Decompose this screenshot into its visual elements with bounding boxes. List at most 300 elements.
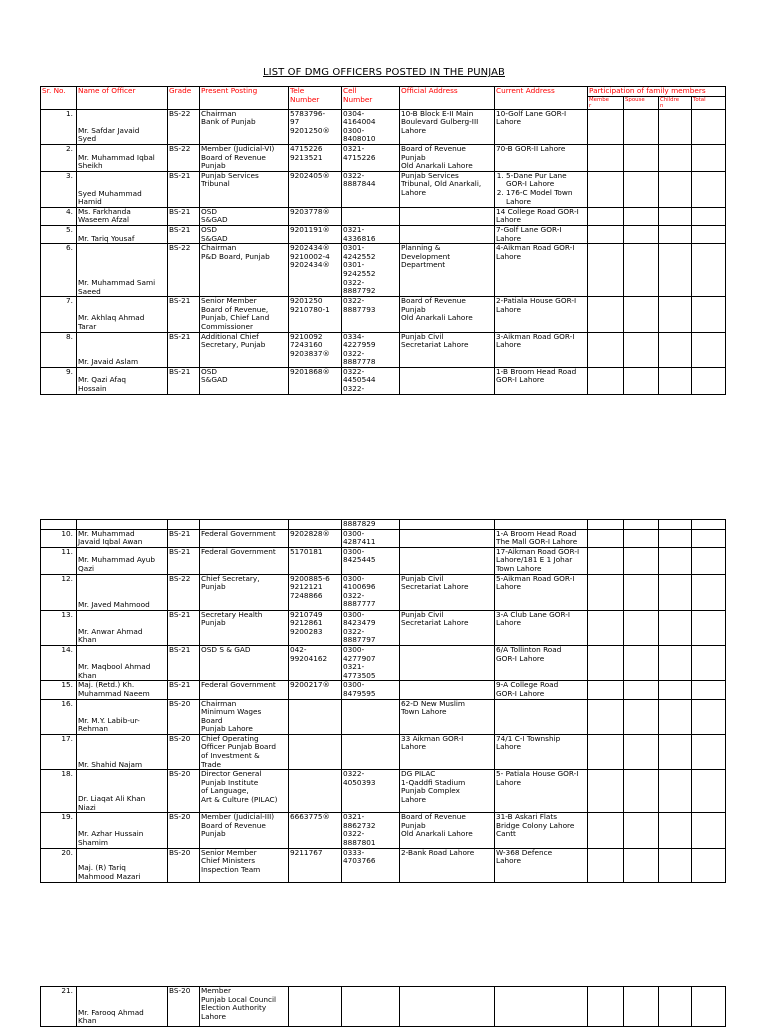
header-sr-no: Sr. No. xyxy=(41,87,77,110)
participation-spouse-cell xyxy=(624,529,659,547)
cell-number-cell xyxy=(342,699,400,734)
sr-no-cell: 15. xyxy=(41,681,77,699)
current-address-cell: 14 College Road GOR-I Lahore xyxy=(495,207,588,225)
cell-number-cell: 0333- 4703766 xyxy=(342,848,400,882)
participation-total-cell xyxy=(692,207,726,225)
grade-cell: BS-20 xyxy=(168,770,200,813)
participation-member-cell xyxy=(588,367,624,394)
participation-children-cell xyxy=(659,244,692,297)
official-address-cell xyxy=(400,547,495,574)
grade-cell: BS-21 xyxy=(168,645,200,680)
participation-member-cell xyxy=(588,171,624,207)
table-row xyxy=(41,610,726,645)
grade-cell: BS-21 xyxy=(168,681,200,699)
header-cell: Cell Number xyxy=(342,87,400,110)
sr-no-cell: 2. xyxy=(41,144,77,171)
officer-name-cell: Mr. Javaid Aslam xyxy=(77,332,168,367)
participation-children-cell xyxy=(659,520,692,530)
table-row xyxy=(41,699,726,734)
table-row xyxy=(41,367,726,394)
participation-children-cell xyxy=(659,171,692,207)
sr-no-cell: 8. xyxy=(41,332,77,367)
header-posting: Present Posting xyxy=(200,87,289,110)
tele-number-cell: 4715226 9213521 xyxy=(289,144,342,171)
participation-children-cell xyxy=(659,681,692,699)
current-address-cell: 10-Golf Lane GOR-I Lahore xyxy=(495,109,588,144)
tele-number-cell: 042- 99204162 xyxy=(289,645,342,680)
cell-number-cell: 0321- 4336816 xyxy=(342,225,400,243)
participation-member-cell xyxy=(588,699,624,734)
officer-name-cell: Mr. Muhammad Ayub Qazi xyxy=(77,547,168,574)
official-address-cell: Board of Revenue Punjab Old Anarkali Lahore xyxy=(400,813,495,848)
participation-spouse-cell xyxy=(624,297,659,332)
present-posting-cell: Federal Government xyxy=(200,547,289,574)
sr-no-cell: 3. xyxy=(41,171,77,207)
sr-no-cell: 1. xyxy=(41,109,77,144)
officer-name-cell: Mr. Tariq Yousaf xyxy=(77,225,168,243)
official-address-cell: Punjab Civil Secretariat Lahore xyxy=(400,574,495,610)
participation-spouse-cell xyxy=(624,207,659,225)
table-row xyxy=(41,813,726,848)
participation-spouse-cell xyxy=(624,645,659,680)
cell-number-cell: 0300- 8479595 xyxy=(342,681,400,699)
official-address-cell xyxy=(400,529,495,547)
sr-no-cell: 4. xyxy=(41,207,77,225)
current-address-cell: 7-Golf Lane GOR-I Lahore xyxy=(495,225,588,243)
cell-number-cell: 0300- 8423479 0322- 8887797 xyxy=(342,610,400,645)
participation-spouse-cell xyxy=(624,770,659,813)
officer-name-cell: Mr. Akhlaq Ahmad Tarar xyxy=(77,297,168,332)
tele-number-cell: 9210092 7243160 9203837® xyxy=(289,332,342,367)
current-address-cell: 5- Patiala House GOR-I Lahore xyxy=(495,770,588,813)
tele-number-cell: 9210749 9212861 9200283 xyxy=(289,610,342,645)
sr-no-cell: 18. xyxy=(41,770,77,813)
grade-cell: BS-20 xyxy=(168,699,200,734)
current-address-cell: 1-B Broom Head Road GOR-I Lahore xyxy=(495,367,588,394)
present-posting-cell: Punjab Services Tribunal xyxy=(200,171,289,207)
present-posting-cell: Secretary Health Punjab xyxy=(200,610,289,645)
participation-total-cell xyxy=(692,332,726,367)
participation-children-cell xyxy=(659,699,692,734)
grade-cell: BS-20 xyxy=(168,813,200,848)
cell-number-cell: 0300- 4287411 xyxy=(342,529,400,547)
cell-number-cell: 0321- 8862732 0322- 8887801 xyxy=(342,813,400,848)
tele-number-cell: 9200217® xyxy=(289,681,342,699)
official-address-cell: Punjab Services Tribunal, Old Anarkali, Lahore xyxy=(400,171,495,207)
participation-member-cell xyxy=(588,681,624,699)
cell-number-cell: 8887829 xyxy=(342,520,400,530)
tele-number-cell: 9201250 9210780-1 xyxy=(289,297,342,332)
list-item: 1. 5-Dane Pur Lane GOR-I Lahore xyxy=(506,172,586,189)
cell-number-cell: 0322- 4050393 xyxy=(342,770,400,813)
cell-number-cell: 0301- 4242552 0301- 9242552 0322- 8887792 xyxy=(342,244,400,297)
officer-name-cell: Mr. Safdar Javaid Syed xyxy=(77,109,168,144)
present-posting-cell: Senior Member Chief Ministers Inspection Team xyxy=(200,848,289,882)
participation-children-cell xyxy=(659,645,692,680)
present-posting-cell: Chairman P&D Board, Punjab xyxy=(200,244,289,297)
participation-spouse-cell xyxy=(624,171,659,207)
present-posting-cell xyxy=(200,520,289,530)
header-current-address: Current Address xyxy=(495,87,588,110)
header-children: Childre n xyxy=(659,96,692,109)
participation-spouse-cell xyxy=(624,244,659,297)
table-row xyxy=(41,144,726,171)
officer-name-cell: Mr. Azhar Hussain Shamim xyxy=(77,813,168,848)
participation-spouse-cell xyxy=(624,848,659,882)
present-posting-cell: Additional Chief Secretary, Punjab xyxy=(200,332,289,367)
current-address-cell xyxy=(495,987,588,1027)
official-address-cell xyxy=(400,681,495,699)
participation-children-cell xyxy=(659,529,692,547)
current-address-cell: 3-Aikman Road GOR-I Lahore xyxy=(495,332,588,367)
official-address-cell: Punjab Civil Secretariat Lahore xyxy=(400,332,495,367)
participation-spouse-cell xyxy=(624,520,659,530)
tele-number-cell xyxy=(289,734,342,769)
participation-total-cell xyxy=(692,699,726,734)
participation-member-cell xyxy=(588,529,624,547)
official-address-cell: Board of Revenue Punjab Old Anarkali Lahore xyxy=(400,297,495,332)
participation-member-cell xyxy=(588,520,624,530)
officer-name-cell: Dr. Liaqat Ali Khan Niazi xyxy=(77,770,168,813)
participation-spouse-cell xyxy=(624,734,659,769)
participation-total-cell xyxy=(692,770,726,813)
grade-cell: BS-21 xyxy=(168,225,200,243)
cell-number-cell: 0300- 8425445 xyxy=(342,547,400,574)
cell-number-cell xyxy=(342,987,400,1027)
participation-children-cell xyxy=(659,574,692,610)
participation-children-cell xyxy=(659,225,692,243)
tele-number-cell xyxy=(289,770,342,813)
current-address-list xyxy=(496,172,586,206)
present-posting-cell: Member (Judicial-VI) Board of Revenue Punjab xyxy=(200,144,289,171)
officers-table-page2 xyxy=(40,519,726,883)
participation-total-cell xyxy=(692,109,726,144)
present-posting-cell: OSD S&GAD xyxy=(200,207,289,225)
sr-no-cell: 12. xyxy=(41,574,77,610)
grade-cell: BS-22 xyxy=(168,144,200,171)
participation-total-cell xyxy=(692,547,726,574)
table-row xyxy=(41,529,726,547)
participation-member-cell xyxy=(588,645,624,680)
participation-children-cell xyxy=(659,109,692,144)
cell-number-cell: 0300- 4100696 0322- 8887777 xyxy=(342,574,400,610)
participation-spouse-cell xyxy=(624,225,659,243)
table-row xyxy=(41,848,726,882)
current-address-cell: 2-Patiala House GOR-I Lahore xyxy=(495,297,588,332)
participation-children-cell xyxy=(659,770,692,813)
officer-name-cell: Mr. Shahid Najam xyxy=(77,734,168,769)
present-posting-cell: OSD S & GAD xyxy=(200,645,289,680)
table-row xyxy=(41,645,726,680)
official-address-cell: 10-B Block E-II Main Boulevard Gulberg-III Lahore xyxy=(400,109,495,144)
participation-spouse-cell xyxy=(624,144,659,171)
cell-number-cell: 0322- 8887844 xyxy=(342,171,400,207)
participation-children-cell xyxy=(659,734,692,769)
present-posting-cell: OSD S&GAD xyxy=(200,367,289,394)
participation-spouse-cell xyxy=(624,367,659,394)
cell-number-cell xyxy=(342,207,400,225)
sr-no-cell: 11. xyxy=(41,547,77,574)
official-address-cell xyxy=(400,645,495,680)
participation-children-cell xyxy=(659,207,692,225)
tele-number-cell: 5783796- 97 9201250® xyxy=(289,109,342,144)
current-address-cell: 3-A Club Lane GOR-I Lahore xyxy=(495,610,588,645)
current-address-cell: 17-Aikman Road GOR-I Lahore/181 E 1 Johar Town Lahore xyxy=(495,547,588,574)
header-spouse: Spouse xyxy=(624,96,659,109)
officer-name-cell: Mr. Muhammad Iqbal Sheikh xyxy=(77,144,168,171)
grade-cell: BS-20 xyxy=(168,848,200,882)
official-address-cell: 2-Bank Road Lahore xyxy=(400,848,495,882)
current-address-cell xyxy=(495,520,588,530)
participation-spouse-cell xyxy=(624,699,659,734)
cell-number-cell: 0321- 4715226 xyxy=(342,144,400,171)
officer-name-cell: Mr. Muhammad Sami Saeed xyxy=(77,244,168,297)
official-address-cell xyxy=(400,987,495,1027)
officer-name-cell: Ms. Farkhanda Waseem Afzal xyxy=(77,207,168,225)
table-row xyxy=(41,109,726,144)
participation-member-cell xyxy=(588,987,624,1027)
participation-children-cell xyxy=(659,987,692,1027)
participation-children-cell xyxy=(659,610,692,645)
current-address-cell: W-368 Defence Lahore xyxy=(495,848,588,882)
table-row xyxy=(41,681,726,699)
tele-number-cell: 9211767 xyxy=(289,848,342,882)
participation-children-cell xyxy=(659,144,692,171)
cell-number-cell: 0322- 8887793 xyxy=(342,297,400,332)
cell-number-cell: 0300- 4277907 0321- 4773505 xyxy=(342,645,400,680)
participation-member-cell xyxy=(588,734,624,769)
participation-total-cell xyxy=(692,574,726,610)
grade-cell: BS-21 xyxy=(168,529,200,547)
sr-no-cell: 17. xyxy=(41,734,77,769)
header-grade: Grade xyxy=(168,87,200,110)
official-address-cell: 62-D New Muslim Town Lahore xyxy=(400,699,495,734)
current-address-cell: 1-A Broom Head Road The Mall GOR-I Lahore xyxy=(495,529,588,547)
grade-cell: BS-21 xyxy=(168,297,200,332)
present-posting-cell: Federal Government xyxy=(200,681,289,699)
tele-number-cell: 9203778® xyxy=(289,207,342,225)
header-row xyxy=(41,87,726,97)
officer-name-cell: Mr. Maqbool Ahmad Khan xyxy=(77,645,168,680)
present-posting-cell: Director General Punjab Institute of Language, Art & Culture (PILAC) xyxy=(200,770,289,813)
present-posting-cell: Senior Member Board of Revenue, Punjab, Chief Land Commissioner xyxy=(200,297,289,332)
present-posting-cell: OSD S&GAD xyxy=(200,225,289,243)
present-posting-cell: Chairman Bank of Punjab xyxy=(200,109,289,144)
officer-name-cell xyxy=(77,520,168,530)
table-row xyxy=(41,734,726,769)
participation-total-cell xyxy=(692,297,726,332)
participation-children-cell xyxy=(659,848,692,882)
officer-name-cell: Mr. M.Y. Labib-ur- Rehman xyxy=(77,699,168,734)
header-official-address: Official Address xyxy=(400,87,495,110)
participation-spouse-cell xyxy=(624,610,659,645)
participation-member-cell xyxy=(588,770,624,813)
official-address-cell xyxy=(400,520,495,530)
grade-cell: BS-21 xyxy=(168,610,200,645)
tele-number-cell: 9201868® xyxy=(289,367,342,394)
present-posting-cell: Federal Government xyxy=(200,529,289,547)
current-address-cell: 5-Aikman Road GOR-I Lahore xyxy=(495,574,588,610)
sr-no-cell: 9. xyxy=(41,367,77,394)
sr-no-cell: 20. xyxy=(41,848,77,882)
participation-total-cell xyxy=(692,681,726,699)
table-row xyxy=(41,770,726,813)
participation-member-cell xyxy=(588,547,624,574)
grade-cell: BS-22 xyxy=(168,574,200,610)
officer-name-cell: Mr. Javed Mahmood xyxy=(77,574,168,610)
participation-spouse-cell xyxy=(624,681,659,699)
header-member: Membe r xyxy=(588,96,624,109)
present-posting-cell: Member Punjab Local Council Election Authority Lahore xyxy=(200,987,289,1027)
participation-total-cell xyxy=(692,813,726,848)
participation-total-cell xyxy=(692,171,726,207)
header-name: Name of Officer xyxy=(77,87,168,110)
cell-number-cell xyxy=(342,734,400,769)
participation-total-cell xyxy=(692,987,726,1027)
participation-total-cell xyxy=(692,244,726,297)
participation-total-cell xyxy=(692,529,726,547)
tele-number-cell: 9202434® 9210002-4 9202434® xyxy=(289,244,342,297)
current-address-cell: 31-B Askari Flats Bridge Colony Lahore Cantt xyxy=(495,813,588,848)
participation-children-cell xyxy=(659,297,692,332)
officer-name-cell: Mr. Muhammad Javaid Iqbal Awan xyxy=(77,529,168,547)
sr-no-cell: 6. xyxy=(41,244,77,297)
participation-spouse-cell xyxy=(624,547,659,574)
table-row xyxy=(41,332,726,367)
participation-children-cell xyxy=(659,332,692,367)
officers-table-page1 xyxy=(40,86,726,395)
participation-spouse-cell xyxy=(624,813,659,848)
sr-no-cell: 13. xyxy=(41,610,77,645)
participation-spouse-cell xyxy=(624,987,659,1027)
current-address-cell: 4-Aikman Road GOR-I Lahore xyxy=(495,244,588,297)
participation-total-cell xyxy=(692,848,726,882)
table-row xyxy=(41,171,726,207)
participation-member-cell xyxy=(588,144,624,171)
sr-no-cell: 7. xyxy=(41,297,77,332)
participation-member-cell xyxy=(588,297,624,332)
sr-no-cell: 21. xyxy=(41,987,77,1027)
official-address-cell: Planning & Development Department xyxy=(400,244,495,297)
present-posting-cell: Member (Judicial-III) Board of Revenue Punjab xyxy=(200,813,289,848)
official-address-cell xyxy=(400,367,495,394)
current-address-cell: 6/A Tollinton Road GOR-I Lahore xyxy=(495,645,588,680)
header-participation: Participation of family members xyxy=(588,87,726,97)
participation-total-cell xyxy=(692,734,726,769)
participation-total-cell xyxy=(692,520,726,530)
tele-number-cell xyxy=(289,699,342,734)
sr-no-cell: 5. xyxy=(41,225,77,243)
official-address-cell: 33 Aikman GOR-I Lahore xyxy=(400,734,495,769)
participation-member-cell xyxy=(588,225,624,243)
participation-spouse-cell xyxy=(624,574,659,610)
officers-table-page3 xyxy=(40,986,726,1027)
table-row xyxy=(41,297,726,332)
participation-children-cell xyxy=(659,547,692,574)
participation-spouse-cell xyxy=(624,332,659,367)
current-address-cell: 70-B GOR-II Lahore xyxy=(495,144,588,171)
cell-number-cell: 0322- 4450544 0322- xyxy=(342,367,400,394)
page-title: LIST OF DMG OFFICERS POSTED IN THE PUNJAB xyxy=(262,67,505,78)
grade-cell: BS-21 xyxy=(168,207,200,225)
sr-no-cell: 14. xyxy=(41,645,77,680)
officer-name-cell: Mr. Farooq Ahmad Khan xyxy=(77,987,168,1027)
current-address-cell xyxy=(495,171,588,207)
tele-number-cell: 9200885-6 9212121 7248866 xyxy=(289,574,342,610)
grade-cell: BS-21 xyxy=(168,547,200,574)
table-row xyxy=(41,225,726,243)
table-row xyxy=(41,987,726,1027)
table-row xyxy=(41,574,726,610)
participation-total-cell xyxy=(692,144,726,171)
list-item: 2. 176-C Model Town Lahore xyxy=(506,189,586,206)
official-address-cell: DG PILAC 1-Qaddfi Stadium Punjab Complex Lahore xyxy=(400,770,495,813)
sr-no-cell: 10. xyxy=(41,529,77,547)
participation-member-cell xyxy=(588,244,624,297)
participation-member-cell xyxy=(588,207,624,225)
header-tele: Tele Number xyxy=(289,87,342,110)
participation-total-cell xyxy=(692,610,726,645)
officer-name-cell: Mr. Qazi Afaq Hossain xyxy=(77,367,168,394)
current-address-cell: 74/1 C-I Township Lahore xyxy=(495,734,588,769)
official-address-cell xyxy=(400,207,495,225)
sr-no-cell: 16. xyxy=(41,699,77,734)
grade-cell xyxy=(168,520,200,530)
tele-number-cell: 9201191® xyxy=(289,225,342,243)
grade-cell: BS-21 xyxy=(168,332,200,367)
officer-name-cell: Mr. Anwar Ahmad Khan xyxy=(77,610,168,645)
current-address-cell xyxy=(495,699,588,734)
officer-name-cell: Maj. (R) Tariq Mahmood Mazari xyxy=(77,848,168,882)
tele-number-cell: 9202828® xyxy=(289,529,342,547)
tele-number-cell xyxy=(289,520,342,530)
grade-cell: BS-22 xyxy=(168,244,200,297)
tele-number-cell: 6663775® xyxy=(289,813,342,848)
table-row xyxy=(41,520,726,530)
grade-cell: BS-20 xyxy=(168,734,200,769)
tele-number-cell: 9202405® xyxy=(289,171,342,207)
officer-name-cell: Syed Muhammad Hamid xyxy=(77,171,168,207)
participation-member-cell xyxy=(588,848,624,882)
participation-member-cell xyxy=(588,610,624,645)
official-address-cell: Punjab Civil Secretariat Lahore xyxy=(400,610,495,645)
participation-member-cell xyxy=(588,109,624,144)
present-posting-cell: Chairman Minimum Wages Board Punjab Lahore xyxy=(200,699,289,734)
participation-total-cell xyxy=(692,367,726,394)
official-address-cell: Board of Revenue Punjab Old Anarkali Lahore xyxy=(400,144,495,171)
grade-cell: BS-21 xyxy=(168,367,200,394)
table-row xyxy=(41,547,726,574)
participation-member-cell xyxy=(588,574,624,610)
sr-no-cell: 19. xyxy=(41,813,77,848)
sr-no-cell xyxy=(41,520,77,530)
official-address-cell xyxy=(400,225,495,243)
cell-number-cell: 0304- 4164004 0300- 8408010 xyxy=(342,109,400,144)
participation-spouse-cell xyxy=(624,109,659,144)
participation-children-cell xyxy=(659,813,692,848)
participation-member-cell xyxy=(588,332,624,367)
tele-number-cell xyxy=(289,987,342,1027)
current-address-cell: 9-A College Road GOR-I Lahore xyxy=(495,681,588,699)
grade-cell: BS-21 xyxy=(168,171,200,207)
table-row xyxy=(41,207,726,225)
present-posting-cell: Chief Operating Officer Punjab Board of Investment & Trade xyxy=(200,734,289,769)
tele-number-cell: 5170181 xyxy=(289,547,342,574)
participation-total-cell xyxy=(692,645,726,680)
present-posting-cell: Chief Secretary, Punjab xyxy=(200,574,289,610)
participation-children-cell xyxy=(659,367,692,394)
grade-cell: BS-20 xyxy=(168,987,200,1027)
